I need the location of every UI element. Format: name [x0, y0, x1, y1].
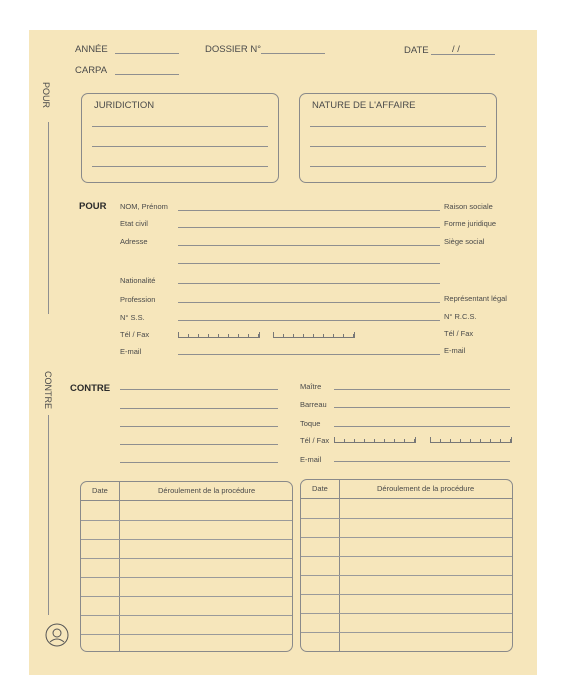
- pour-right-label: Raison sociale: [444, 202, 493, 211]
- pour-right-label: Représentant légal: [444, 294, 507, 303]
- procedure-date-header: Date: [312, 484, 328, 493]
- pour-right-label: Siège social: [444, 237, 485, 246]
- contre-right-field-line[interactable]: [334, 389, 510, 390]
- side-label-pour: POUR: [41, 81, 52, 109]
- contre-field-line[interactable]: [120, 426, 278, 427]
- contre-field-line[interactable]: [120, 408, 278, 409]
- pour-label: Adresse: [120, 237, 148, 246]
- pour-right-label: Forme juridique: [444, 219, 497, 228]
- procedure-row[interactable]: [301, 556, 512, 557]
- procedure-row[interactable]: [301, 594, 512, 595]
- pour-field-line[interactable]: [178, 320, 440, 321]
- nature-affaire-line[interactable]: [310, 166, 486, 167]
- pour-right-label: Tél / Fax: [444, 329, 474, 338]
- juridiction-box: [81, 93, 279, 183]
- juridiction-label: JURIDICTION: [94, 100, 155, 111]
- procedure-row[interactable]: [301, 537, 512, 538]
- carpa-field[interactable]: [115, 74, 179, 75]
- contre-right-label: E-mail: [300, 455, 322, 464]
- nature-affaire-line[interactable]: [310, 126, 486, 127]
- contre-right-field-line[interactable]: [334, 407, 510, 408]
- tel-fax-tick-field[interactable]: [430, 437, 512, 443]
- contre-right-label: Barreau: [300, 400, 327, 409]
- annee-field[interactable]: [115, 53, 179, 54]
- pour-label: Profession: [120, 295, 156, 304]
- pour-right-label: N° R.C.S.: [444, 312, 477, 321]
- pour-label: E-mail: [120, 347, 142, 356]
- tel-fax-tick-field[interactable]: [178, 332, 260, 338]
- pour-field-line[interactable]: [178, 354, 440, 355]
- tel-fax-tick-field[interactable]: [273, 332, 355, 338]
- procedure-row[interactable]: [81, 539, 292, 540]
- side-line-pour: [48, 122, 49, 314]
- date-label: DATE: [404, 45, 429, 56]
- exacompta-logo-icon: [44, 622, 70, 648]
- tel-fax-tick-field[interactable]: [334, 437, 416, 443]
- pour-right-label: E-mail: [444, 346, 466, 355]
- procedure-table-right: [300, 479, 513, 652]
- procedure-row[interactable]: [301, 613, 512, 614]
- pour-field-line[interactable]: [178, 283, 440, 284]
- procedure-table-divider: [339, 480, 340, 651]
- contre-right-label: Toque: [300, 419, 321, 428]
- contre-right-field-line[interactable]: [334, 426, 510, 427]
- procedure-row[interactable]: [81, 634, 292, 635]
- pour-field-line[interactable]: [178, 245, 440, 246]
- juridiction-line[interactable]: [92, 166, 268, 167]
- pour-field-line[interactable]: [178, 263, 440, 264]
- pour-label: N° S.S.: [120, 313, 145, 322]
- procedure-deroulement-header: Déroulement de la procédure: [158, 486, 256, 495]
- date-field[interactable]: [431, 54, 495, 55]
- procedure-row[interactable]: [301, 518, 512, 519]
- procedure-table-left: [80, 481, 293, 652]
- nature-affaire-box: [299, 93, 497, 183]
- juridiction-line[interactable]: [92, 126, 268, 127]
- pour-label: Etat civil: [120, 219, 148, 228]
- pour-field-line[interactable]: [178, 302, 440, 303]
- procedure-row[interactable]: [81, 558, 292, 559]
- side-label-contre: CONTRE: [43, 371, 53, 409]
- nature-affaire-line[interactable]: [310, 146, 486, 147]
- contre-right-label: Tél / Fax: [300, 436, 330, 445]
- dossier-field[interactable]: [261, 53, 325, 54]
- pour-field-line[interactable]: [178, 227, 440, 228]
- procedure-row[interactable]: [81, 596, 292, 597]
- carpa-label: CARPA: [75, 65, 108, 76]
- procedure-date-header: Date: [92, 486, 108, 495]
- contre-field-line[interactable]: [120, 389, 278, 390]
- procedure-table-divider: [119, 482, 120, 651]
- procedure-row[interactable]: [81, 520, 292, 521]
- pour-label: Tél / Fax: [120, 330, 150, 339]
- contre-field-line[interactable]: [120, 462, 278, 463]
- side-line-contre: [48, 415, 49, 615]
- procedure-row[interactable]: [301, 632, 512, 633]
- pour-field-line[interactable]: [178, 210, 440, 211]
- contre-field-line[interactable]: [120, 444, 278, 445]
- date-slashes: / /: [452, 44, 460, 55]
- legal-file-form: [29, 30, 537, 675]
- procedure-deroulement-header: Déroulement de la procédure: [377, 484, 475, 493]
- procedure-row[interactable]: [81, 577, 292, 578]
- contre-right-field-line[interactable]: [334, 461, 510, 462]
- pour-title: POUR: [79, 201, 107, 212]
- dossier-label: DOSSIER N°: [205, 44, 262, 55]
- pour-label: NOM, Prénom: [120, 202, 168, 211]
- procedure-row[interactable]: [81, 615, 292, 616]
- nature-affaire-label: NATURE DE L'AFFAIRE: [312, 100, 416, 111]
- contre-right-label: Maître: [300, 382, 322, 391]
- contre-title: CONTRE: [70, 383, 111, 394]
- procedure-row[interactable]: [301, 575, 512, 576]
- annee-label: ANNÉE: [75, 44, 108, 55]
- pour-label: Nationalité: [120, 276, 156, 285]
- juridiction-line[interactable]: [92, 146, 268, 147]
